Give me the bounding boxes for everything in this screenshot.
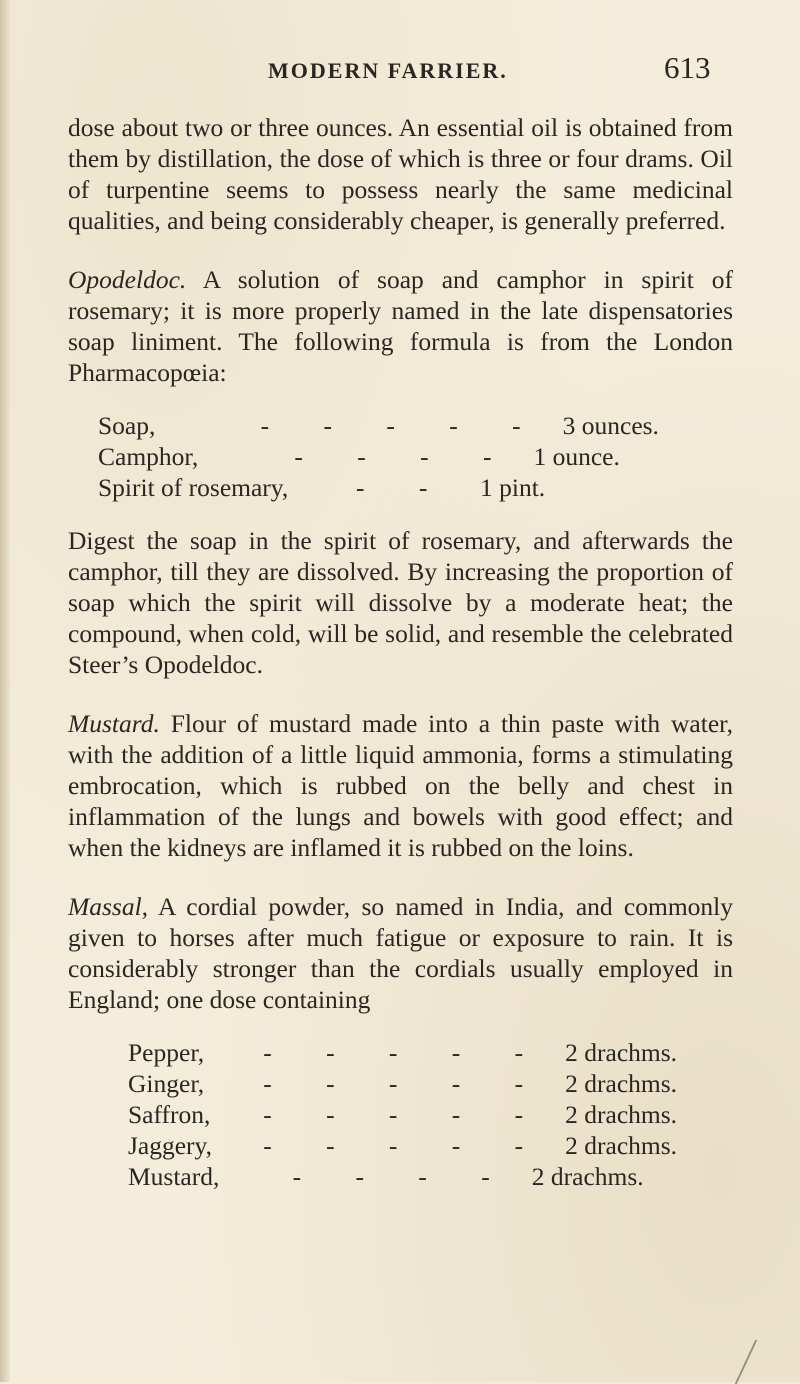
recipe-row xyxy=(98,472,688,503)
ingredient-quantity: 1 ounce. xyxy=(533,442,620,471)
ingredient-name: Ginger, xyxy=(128,1069,205,1098)
leader-dashes: - - - - - xyxy=(263,1131,548,1160)
running-title: MODERN FARRIER. xyxy=(268,58,508,83)
recipe-row xyxy=(98,410,688,441)
ingredient-name: Soap, xyxy=(98,411,156,440)
paragraph-massal xyxy=(68,891,733,1015)
ingredient-name: Camphor, xyxy=(98,442,199,471)
recipe-row xyxy=(128,1130,698,1161)
leader-dashes: - - - - - xyxy=(260,411,545,440)
ingredient-name: Saffron, xyxy=(128,1100,211,1129)
ingredient-quantity: 2 drachms. xyxy=(565,1038,678,1067)
leader-dashes: - - - - - xyxy=(263,1069,548,1098)
ingredient-name: Pepper, xyxy=(128,1038,205,1067)
ingredient-quantity: 3 ounces. xyxy=(562,411,659,440)
paragraph-opodeldoc-text: A solution of soap and camphor in spirit of rosemary; it is more properly named in the late dispensatories soap liniment. The following formula is from the London Pharmacopœia: xyxy=(68,265,733,387)
page-ink-mark xyxy=(735,1340,774,1384)
paragraph-digest: Digest the soap in the spirit of rosemary, and afterwards the camphor, till they are dissolved. By increasing the proportion of soap which the spirit will dissolve by a moderate heat; the compound, when cold, will be solid, and resemble the celebrated Steer’s Opodeldoc. xyxy=(68,526,733,679)
ingredient-quantity: 2 drachms. xyxy=(531,1162,644,1191)
entry-term-mustard: Mustard. xyxy=(68,709,160,738)
paragraph-mustard xyxy=(68,708,733,863)
recipe-row xyxy=(128,1068,698,1099)
leader-dashes: - - - - - xyxy=(263,1038,548,1067)
paragraph-mustard-text: Flour of mustard made into a thin paste with water, with the addition of a little liquid ammonia, forms a stimulating embrocation, which is rubbed on the belly and chest in inflammation of the lungs and bowels with good effect; and when the kidneys are inflamed it is rubbed on the loins. xyxy=(68,709,733,862)
paragraph-massal-text: A cordial powder, so named in India, and commonly given to horses after much fatigue or exposure to rain. It is considerably stronger than the cordials usually employed in England; one dose containing xyxy=(68,892,734,1014)
page-gutter-edge xyxy=(0,0,10,1382)
leader-dashes: - - - - - xyxy=(263,1100,548,1129)
recipe-massal xyxy=(98,1037,733,1192)
recipe-row xyxy=(128,1099,698,1130)
recipe-opodeldoc xyxy=(98,410,733,503)
page-number: 613 xyxy=(664,50,711,85)
recipe-row xyxy=(128,1161,698,1192)
leader-dashes: - - - - xyxy=(292,1162,514,1191)
entry-term-massal: Massal, xyxy=(68,892,149,921)
ingredient-name: Mustard, xyxy=(128,1162,220,1191)
ingredient-quantity: 2 drachms. xyxy=(565,1069,678,1098)
recipe-row xyxy=(98,441,688,472)
paragraph-turpentine: dose about two or three ounces. An essential oil is obtained from them by distillation, the dose of which is three or four drams. Oil of turpentine seems to possess nearly the same medicinal qualities, and being considerably cheaper, is generally preferred. xyxy=(68,113,733,235)
page-header xyxy=(0,48,800,88)
ingredient-quantity: 1 pint. xyxy=(480,473,546,502)
recipe-row xyxy=(128,1037,698,1068)
ingredient-quantity: 2 drachms. xyxy=(565,1131,678,1160)
leader-dashes: - - xyxy=(356,473,452,502)
paragraph-opodeldoc xyxy=(68,264,733,388)
leader-dashes: - - - - xyxy=(294,442,516,471)
body-text xyxy=(68,112,733,1214)
ingredient-name: Spirit of rosemary, xyxy=(98,473,289,502)
ingredient-name: Jaggery, xyxy=(128,1131,213,1160)
entry-term-opodeldoc: Opodeldoc. xyxy=(68,265,187,294)
ingredient-quantity: 2 drachms. xyxy=(565,1100,678,1129)
